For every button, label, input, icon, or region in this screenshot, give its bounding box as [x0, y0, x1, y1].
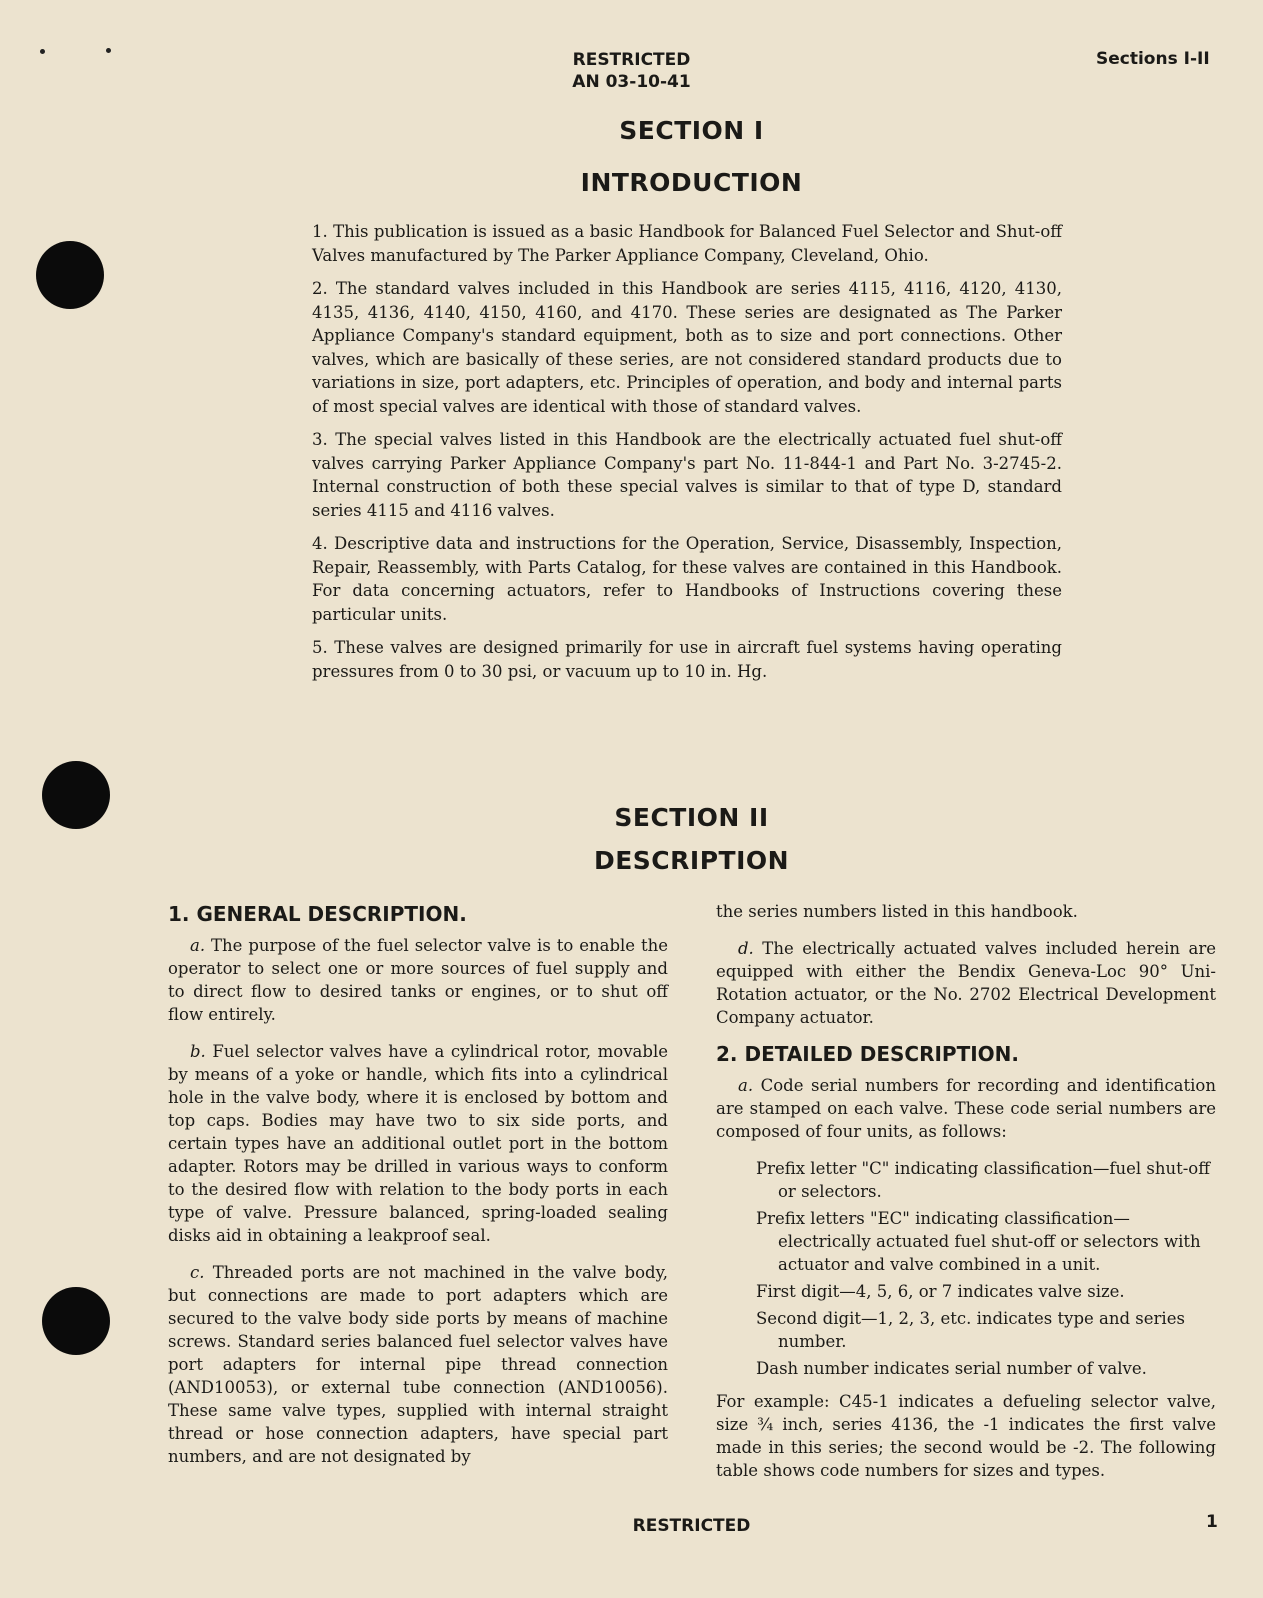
- code-item: Dash number indicates serial number of valve.: [756, 1359, 1147, 1378]
- section1-label: SECTION I: [619, 116, 764, 145]
- intro-paragraph-1: 1. This publication is issued as a basic Handbook for Balanced Fuel Selector and Shut-off Valves manufactured by The Parker Appliance Company, Cleveland, Ohio.: [312, 222, 1062, 265]
- header-sections: Sections I-II: [1096, 49, 1210, 69]
- general-description-heading: 1. GENERAL DESCRIPTION.: [168, 902, 467, 926]
- code-item: First digit—4, 5, 6, or 7 indicates valve size.: [756, 1282, 1125, 1301]
- description-right-column: [716, 900, 1216, 1496]
- general-paragraph-c: c. Threaded ports are not machined in the valve body, but connections are made to port adapters which are secured to the valve body side ports by means of machine screws. Standard series balanced fuel selector valves have port adapters for internal pipe thread connection (AND10053), or external tube connection (AND10056). These same valve types, supplied with internal straight thread or hose connection adapters, have special part numbers, and are not designated by: [168, 1263, 668, 1466]
- code-item: Second digit—1, 2, 3, etc. indicates type and series number.: [756, 1309, 1185, 1351]
- general-paragraph-d: d. The electrically actuated valves included herein are equipped with either the Bendix Geneva-Loc 90° Uni-Rotation actuator, or the No. 2702 Electrical Development Company actuator.: [716, 939, 1216, 1027]
- detailed-paragraph-a: a. Code serial numbers for recording and identification are stamped on each valve. These code serial numbers are composed of four units, as follows:: [716, 1076, 1216, 1141]
- general-paragraph-c-continued: the series numbers listed in this handbook.: [716, 902, 1078, 921]
- binder-hole-bottom: [42, 1287, 110, 1355]
- intro-paragraph-5: 5. These valves are designed primarily for use in aircraft fuel systems having operating pressures from 0 to 30 psi, or vacuum up to 10 in. Hg.: [312, 638, 1062, 681]
- header-restricted: RESTRICTED: [572, 50, 691, 70]
- item-letter: c.: [190, 1263, 205, 1282]
- general-paragraph-a: a. The purpose of the fuel selector valve is to enable the operator to select one or more sources of fuel supply and to direct flow to desired tanks or engines, or to shut off flow entirely.: [168, 936, 668, 1024]
- general-paragraph-b: b. Fuel selector valves have a cylindrical rotor, movable by means of a yoke or handle, which fits into a cylindrical hole in the valve body, where it is enclosed by bottom and top caps. Bodies may have two to six side ports, and certain types have an additional outlet port in the bottom adapter. Rotors may be drilled in various ways to conform to the desired flow with relation to the body ports in each type of valve. Pressure balanced, spring-loaded sealing disks aid in obtaining a leakproof seal.: [168, 1042, 668, 1245]
- section1-title: INTRODUCTION: [580, 168, 803, 197]
- header-doc-number: AN 03-10-41: [572, 72, 691, 92]
- intro-paragraph-2: 2. The standard valves included in this Handbook are series 4115, 4116, 4120, 4130, 4135, 4136, 4140, 4150, 4160, and 4170. These series are designated as The Parker Appliance Company's standard equipment, both as to size and port connections. Other valves, which are basically of these series, are not considered standard products due to variations in size, port adapters, etc. Principles of operation, and body and internal parts of most special valves are identical with those of standard valves.: [312, 279, 1062, 416]
- page-number: 1: [1206, 1512, 1218, 1532]
- intro-paragraph-4: 4. Descriptive data and instructions for the Operation, Service, Disassembly, Inspection, Repair, Reassembly, with Parts Catalog, for these valves are contained in this Handbook. For data concerning actuators, refer to Handbooks of Instructions covering these particular units.: [312, 534, 1062, 624]
- section2-label: SECTION II: [614, 803, 769, 832]
- code-item: Prefix letter "C" indicating classification—fuel shut-off or selectors.: [756, 1159, 1210, 1201]
- item-letter: a.: [190, 936, 206, 955]
- code-item: Prefix letters "EC" indicating classification—electrically actuated fuel shut-off or selectors with actuator and valve combined in a unit.: [756, 1209, 1201, 1274]
- description-left-column: [168, 903, 668, 1482]
- code-serial-list: [716, 1157, 1216, 1380]
- detailed-description-heading: 2. DETAILED DESCRIPTION.: [716, 1042, 1019, 1066]
- introduction-body: [312, 220, 1062, 693]
- intro-paragraph-3: 3. The special valves listed in this Handbook are the electrically actuated fuel shut-off valves carrying Parker Appliance Company's part No. 11-844-1 and Part No. 3-2745-2. Internal construction of both these special valves is similar to that of type D, standard series 4115 and 4116 valves.: [312, 430, 1062, 520]
- example-paragraph: For example: C45-1 indicates a defueling selector valve, size ¾ inch, series 4136, the -1 indicates the first valve made in this series; the second would be -2. The following table shows code numbers for sizes and types.: [716, 1392, 1216, 1480]
- section2-title: DESCRIPTION: [593, 846, 790, 875]
- binder-hole-top: [36, 241, 104, 309]
- item-letter: b.: [190, 1042, 206, 1061]
- footer-restricted: RESTRICTED: [632, 1516, 751, 1536]
- item-letter: a.: [738, 1076, 754, 1095]
- item-letter: d.: [738, 939, 754, 958]
